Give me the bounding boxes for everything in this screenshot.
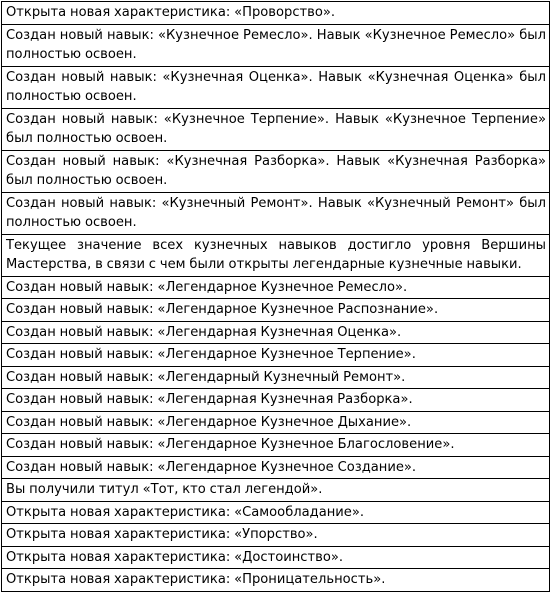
table-row <box>2 456 550 479</box>
table-row <box>2 192 550 234</box>
log-entry: Создан новый навык: «Кузнечный Ремонт». Навык «Кузнечный Ремонт» был полностью освоен. <box>2 192 550 234</box>
table-row <box>2 299 550 322</box>
log-entry: Создан новый навык: «Легендарное Кузнечное Благословение». <box>2 434 550 457</box>
log-entry: Создан новый навык: «Кузнечная Разборка». Навык «Кузнечная Разборка» был полностью освоен. <box>2 150 550 192</box>
table-row <box>2 24 550 66</box>
log-entry: Текущее значение всех кузнечных навыков достигло уровня Вершины Мастерства, в связи с чем были открыты легендарные кузнечные навыки. <box>2 234 550 276</box>
log-entry: Создан новый навык: «Легендарное Кузнечное Дыхание». <box>2 411 550 434</box>
log-entry: Открыта новая характеристика: «Самообладание». <box>2 501 550 524</box>
table-row <box>2 2 550 25</box>
table-row <box>2 344 550 367</box>
log-entry: Создан новый навык: «Легендарная Кузнечная Разборка». <box>2 389 550 412</box>
table-row <box>2 569 550 592</box>
log-entry: Вы получили титул «Тот, кто стал легендой». <box>2 479 550 502</box>
log-entry: Создан новый навык: «Кузнечное Терпение». Навык «Кузнечное Терпение» был полностью освоен. <box>2 108 550 150</box>
log-entry: Создан новый навык: «Кузнечная Оценка». Навык «Кузнечная Оценка» был полностью освоен. <box>2 66 550 108</box>
log-entry: Открыта новая характеристика: «Проницательность». <box>2 569 550 592</box>
log-entry: Создан новый навык: «Легендарная Кузнечная Оценка». <box>2 321 550 344</box>
table-row <box>2 276 550 299</box>
log-entry: Создан новый навык: «Легендарный Кузнечный Ремонт». <box>2 366 550 389</box>
table-row <box>2 234 550 276</box>
log-entry: Открыта новая характеристика: «Проворство». <box>2 2 550 25</box>
table-row <box>2 150 550 192</box>
log-entry: Создан новый навык: «Легендарное Кузнечное Терпение». <box>2 344 550 367</box>
log-entry: Открыта новая характеристика: «Достоинство». <box>2 546 550 569</box>
table-row <box>2 546 550 569</box>
log-entry: Создан новый навык: «Легендарное Кузнечное Создание». <box>2 456 550 479</box>
table-row <box>2 389 550 412</box>
log-entry: Создан новый навык: «Легендарное Кузнечное Ремесло». <box>2 276 550 299</box>
table-row <box>2 108 550 150</box>
table-row <box>2 321 550 344</box>
log-entry: Создан новый навык: «Кузнечное Ремесло». Навык «Кузнечное Ремесло» был полностью освоен. <box>2 24 550 66</box>
table-row <box>2 434 550 457</box>
log-entry: Создан новый навык: «Легендарное Кузнечное Распознание». <box>2 299 550 322</box>
table-row <box>2 524 550 547</box>
table-row <box>2 501 550 524</box>
notification-log-table <box>1 1 550 592</box>
table-row <box>2 479 550 502</box>
table-row <box>2 411 550 434</box>
table-row <box>2 66 550 108</box>
table-row <box>2 366 550 389</box>
log-entry: Открыта новая характеристика: «Упорство». <box>2 524 550 547</box>
